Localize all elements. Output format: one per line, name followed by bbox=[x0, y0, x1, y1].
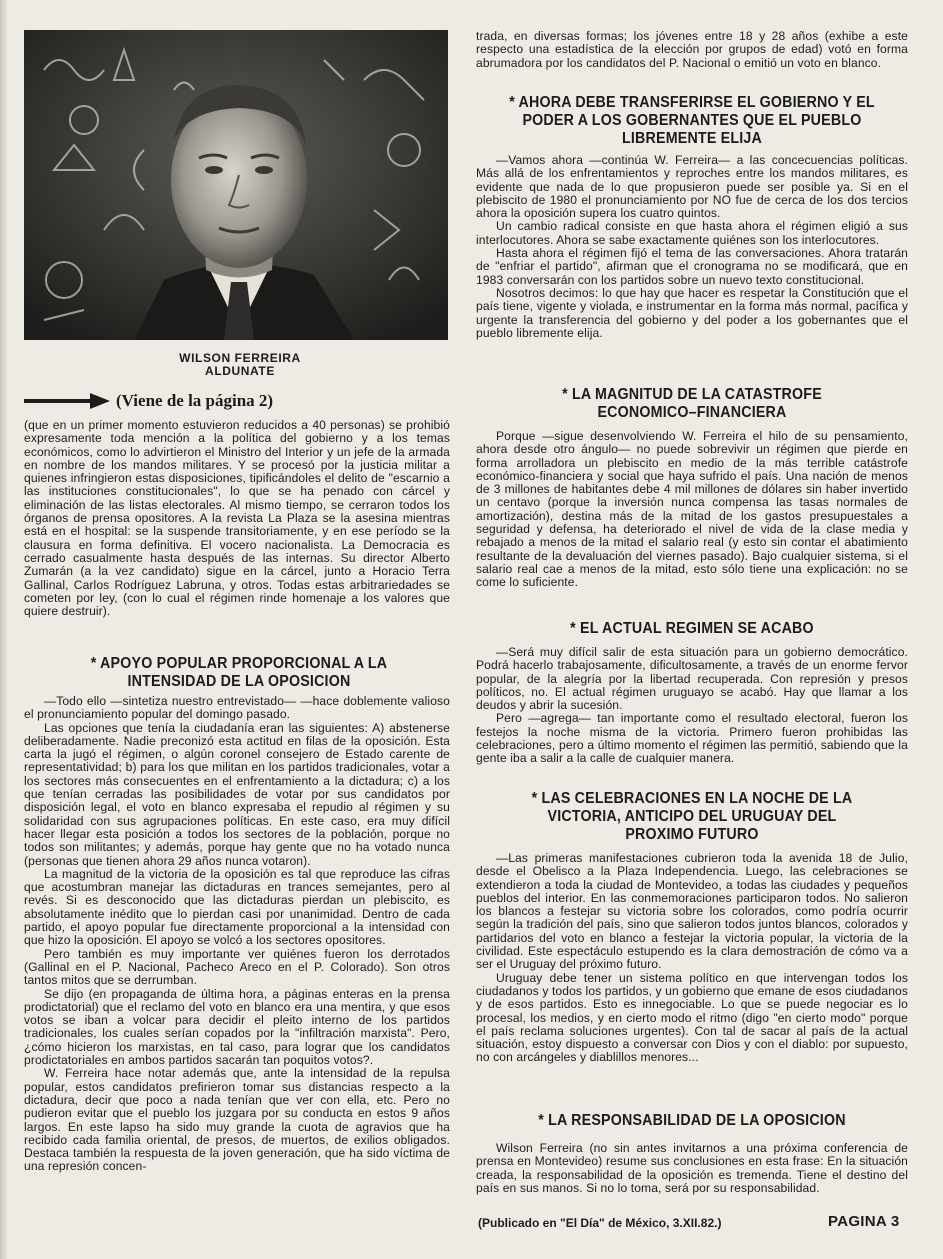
continued-label: (Viene de la página 2) bbox=[116, 391, 274, 410]
paragraph: Hasta ahora el régimen fijó el tema de las conversaciones. Ahora tratarán de "enfriar el partido", afirman que el cronograma no se modificará, que en 1983 conversarán con los partidos sobre un nuevo texto constitucional. bbox=[476, 246, 908, 287]
paragraph: Nosotros decimos: lo que hay que hacer es respetar la Constitución que el país tiene, vigente y violada, e instrumentar en la forma más normal, pacífica y urgente la transferencia del gobierno y del poder a los gobernantes que el pueblo libremente elija. bbox=[476, 285, 908, 340]
paragraph: Pero también es muy importante ver quiénes fueron los derrotados (Gallinal en el P. Nacional, Pacheco Areco en el P. Colorado). Son otros tantos mitos que se derrumban. bbox=[24, 946, 450, 988]
paragraph: —Vamos ahora —continúa W. Ferreira— a las concecuencias políticas. Más allá de los enfrentamientos y reproches entre los mandos militares, es evidente que nada de lo que propusieron puede ser posible ya. Si en el plebiscito de 1980 el pronunciamiento por NO fue de cerca de los dos tercios ahora la oposición supera los cuatro quintos. bbox=[476, 153, 908, 221]
right-block-5 bbox=[476, 852, 908, 1065]
paragraph: —Será muy difícil salir de esta situación para un gobierno democrático. Podrá hacerlo trabajosamente, dificultosamente, a través de un enorme fervor popular, de la alegría por la libertad recuperada. Con represión y presos políticos, no. El actual régimen uruguayo se acabó. Hay que llamar a los deudos y abrir la sucesión. bbox=[476, 645, 908, 713]
paragraph: —Todo ello —sintetiza nuestro entrevistado— —hace doblemente valioso el pronunciamiento popular del domingo pasado. bbox=[24, 694, 450, 722]
source-note: (Publicado en "El Día" de México, 3.XII.82.) bbox=[478, 1216, 722, 1230]
right-block-6 bbox=[476, 1142, 908, 1195]
caption-line-1: WILSON FERREIRA bbox=[179, 351, 301, 365]
paragraph: Porque —sigue desenvolviendo W. Ferreira el hilo de su pensamiento, ahora desde otro ángulo— no puede sobrevivir un régimen que pierde en forma arrolladora un plebiscito en medio de la más terrible catástrofe económico-financiera y social que haya sufrido el país. Una nación de menos de 3 millones de habitantes debe 4 mil millones de dólares sin haber invertido un centavo (porque la inversión nunca compensa las tasas normales de amortización), destina más de la mitad de los gastos presupuestales a seguridad y defensa, ha deteriorado el nivel de vida de la clase media y rebajado a menos de la mitad el salario real (y esto sin contar el abatimiento resultante de la devaluación del viernes pasado). Bajo cualquier sistema, si el salario real cae a menos de la mitad, esto sólo tiene una explicación: no se come lo suficiente. bbox=[476, 429, 908, 590]
right-block-3 bbox=[476, 430, 908, 590]
right-block-4 bbox=[476, 646, 908, 766]
heading-celebraciones: * LAS CELEBRACIONES EN LA NOCHE DE LA VICTORIA, ANTICIPO DEL URUGUAY DEL PROXIMO FUTURO bbox=[531, 790, 853, 843]
paragraph: Se dijo (en propaganda de última hora, a páginas enteras en la prensa prodictatorial) que el reclamo del voto en blanco era una mentira, y que esos votos se iban a volcar para decidir el pleito interno de los partidos tradicionales, los cuales serían copados por la "infiltración marxista". Pero, ¿cómo hicieron los marxistas, en tal caso, para lograr que los candidatos prodictatoriales en ambos partidos sacarán tan poquitos votos?. bbox=[24, 986, 450, 1068]
paragraph: Las opciones que tenía la ciudadanía eran las siguientes: A) abstenerse deliberadamente. Nadie preconizó esta actitud en filas de la oposición. Esta carta la jugó el régimen, o algún coronel consejero de Estado carente de representatividad; b) para los que militan en los partidos tradicionales, votar a los sectores más consecuentes en el enfrentamiento a la dictadura; c) a los que tenían cerradas las posibilidades de votar por sus candidatos por disposición legal, el voto en blanco expresaba el repudio al régimen y su solidaridad con sus agrupaciones políticas. En este caso, era muy difícil hacer llegar esta posición a todos los sectores de la población, porque no todos son militantes; y además, porque hay gente que no ha votado nunca (personas que tienen ahora 29 años nunca votaron). bbox=[24, 720, 450, 868]
left-body-block bbox=[24, 695, 450, 1174]
paragraph: La magnitud de la victoria de la oposición es tal que reproduce las cifras que acostumbran manejar las dictaduras en trances semejantes, pero al revés. Si es desconocido que las dictaduras pierdan un plebiscito, es absolutamente inédito que lo pierdan casi por unanimidad. Dentro de cada partido, el apoyo popular fue directamente proporcional a la intensidad con que hizo la oposición. El apoyo se volcó a los sectores opositores. bbox=[24, 866, 450, 948]
page-number: PAGINA 3 bbox=[828, 1213, 900, 1230]
paragraph: W. Ferreira hace notar además que, ante la intensidad de la repulsa popular, estos candidatos prefirieron tomar sus distancias respecto a la dictadura, decir que poco a nada tenían que ver con ella, etc. Pero no pudieron evitar que el pueblo los juzgara por su conducta en estos 9 años largos. En este lapso ha sido muy grande la cuota de agravios que ha recibido cada familia oriental, de presos, de muertos, de exilios obligados. Destaca también la respuesta de la joven generación, que ha sido víctima de una represión concen- bbox=[24, 1066, 450, 1174]
left-intro-block bbox=[24, 419, 450, 618]
continued-marker bbox=[24, 388, 324, 414]
right-arrow-icon bbox=[24, 392, 110, 410]
heading-regimen-acabo: * EL ACTUAL REGIMEN SE ACABO bbox=[570, 620, 814, 637]
portrait-icon bbox=[24, 30, 448, 340]
photo-caption bbox=[130, 352, 350, 378]
paragraph: Pero —agrega— tan importante como el resultado electoral, fueron los festejos la noche misma de la victoria. Primero fueron prohibidas las celebraciones, pero a último momento el régimen las permitió, sabiendo que la gente iba a salir a la calle de cualquier manera. bbox=[476, 711, 908, 766]
paragraph: Wilson Ferreira (no sin antes invitarnos a una próxima conferencia de prensa en Montevideo) resume sus conclusiones en esta frase: En la situación creada, la responsabilidad de la oposición es tremenda. Tiene el destino del país en sus manos. Si no lo toma, será por su responsabilidad. bbox=[476, 1141, 908, 1195]
heading-transferir-gobierno: * AHORA DEBE TRANSFERIRSE EL GOBIERNO Y EL PODER A LOS GOBERNANTES QUE EL PUEBLO LIBREMENTE ELIJA bbox=[509, 94, 875, 147]
portrait-photo bbox=[24, 30, 448, 340]
heading-responsabilidad: * LA RESPONSABILIDAD DE LA OPOSICION bbox=[538, 1112, 846, 1129]
heading-catastrofe: * LA MAGNITUD DE LA CATASTROFE ECONOMICO–FINANCIERA bbox=[562, 386, 822, 421]
right-block-2 bbox=[476, 154, 908, 340]
right-cont-block bbox=[476, 30, 908, 70]
heading-apoyo-popular: * APOYO POPULAR PROPORCIONAL A LA INTENSIDAD DE LA OPOSICION bbox=[90, 655, 388, 690]
paragraph: Un cambio radical consiste en que hasta ahora el régimen eligió a sus interlocutores. Ahora se sabe exactamente quiénes son los interlocutores. bbox=[476, 219, 908, 247]
paragraph: Uruguay debe tener un sistema político en que intervengan todos los ciudadanos y todos los partidos, y un gobierno que emane de esos ciudadanos y de esos partidos. Esto es innegociable. Lo que se puede negociar es lo procesal, los medios, y en cierto modo el ritmo (digo "en cierto modo" porque el país reclama soluciones urgentes). Con tal de sacar al país de la actual situación, estoy dispuesto a conversar con Dios y con el diablo: por supuesto, no con arcángeles y diablillos menores... bbox=[476, 970, 908, 1065]
page-edge-shadow bbox=[0, 0, 8, 1259]
continuation-paragraph: trada, en diversas formas; los jóvenes entre 18 y 28 años (exhibe a este respecto una estadística de la elección por grupos de edad) votó en forma abrumadora por los candidatos del P. Nacional o emitió un voto en blanco. bbox=[476, 29, 908, 70]
caption-line-2: ALDUNATE bbox=[205, 364, 275, 378]
paragraph: —Las primeras manifestaciones cubrieron toda la avenida 18 de Julio, desde el Obelisco a la Plaza Independencia. Luego, las celebraciones se extendieron a toda la ciudad de Montevideo, a todas las ciudades y pequeños pueblos del interior. En las conmemoraciones participaron todos. No salieron los blancos a festejar su victoria sobre los colorados, como podría ocurrir según la tradición del país, sino que salieron todos juntos blancos, colorados y partidarios del voto en blanco a festejar la victoria popular, la victoria de la civilidad. Este espectáculo estupendo es la clara demostración de cómo va a ser el Uruguay del próximo futuro. bbox=[476, 851, 908, 972]
intro-paragraph: (que en un primer momento estuvieron reducidos a 40 personas) se prohibió expresamente toda mención a la política del gobierno y a los temas económicos, como lo advirtieron el Ministro del Interior y un jefe de la armada en nombre de los mandos militares. Y se procesó por la justicia militar a quienes infringieron estas disposiciones, tipificándoles el delito de "escarnio a las instituciones constitucionales", lo que se ha penado con cárcel y eliminación de las listas electorales. Al mismo tiempo, se cerraron todos los órganos de prensa opositores. A la revista La Plaza se la asesina mientras está en el hospital: se la suspende transitoriamente, y en ese período se la clausura en forma definitiva. El vocero nacionalista. La Democracia es cerrado casualmente hasta después de las internas. Su director Alberto Zumarán (a la vez candidato) sigue en la cárcel, junto a Horacio Terra Gallinal, Carlos Rodríguez Labruna, y otros. Todas estas arbitrariedades se cometen por ley, (con lo cual el régimen rinde homenaje a los valores que quiere destruir). bbox=[24, 418, 450, 619]
